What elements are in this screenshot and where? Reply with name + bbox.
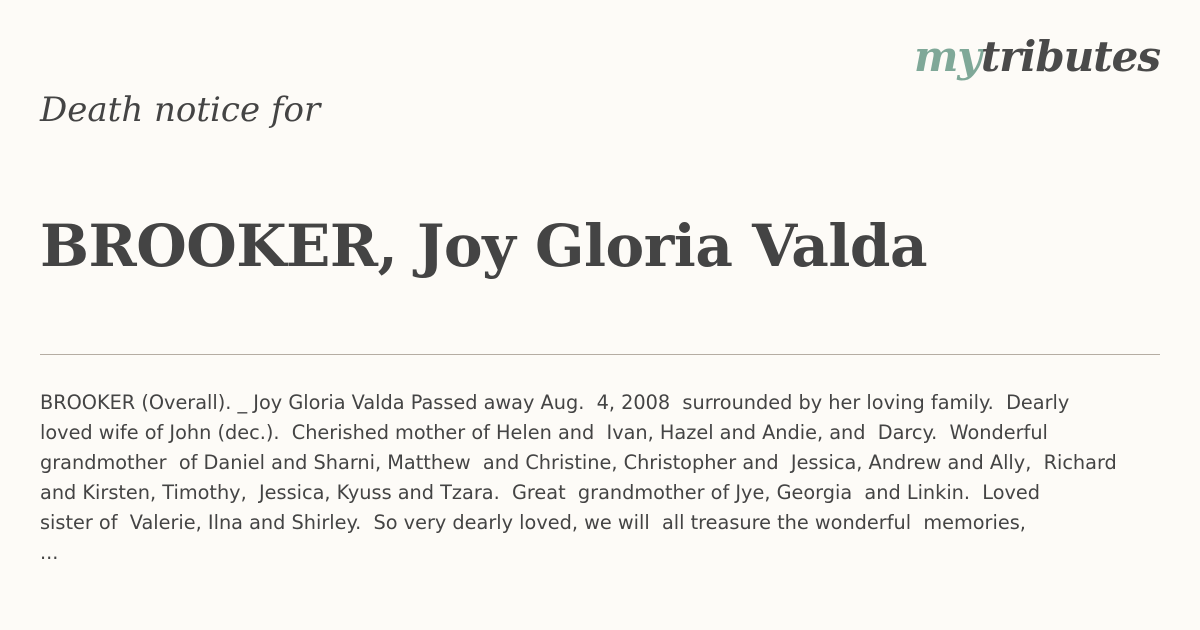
notice-type-label: Death notice for [40,90,321,130]
notice-body-line: and Kirsten, Timothy, Jessica, Kyuss and Tzara. Great grandmother of Jye, Georgia and Linkin. Loved [40,481,1040,504]
logo-my-text: my [913,32,981,81]
deceased-name-heading: BROOKER, Joy Gloria Valda [40,212,928,280]
notice-body-line: BROOKER (Overall). _ Joy Gloria Valda Passed away Aug. 4, 2008 surrounded by her loving family. Dearly [40,391,1070,414]
section-divider [40,354,1160,355]
notice-body-line: sister of Valerie, Ilna and Shirley. So very dearly loved, we will all treasure the wonderful memories, [40,511,1026,534]
notice-body-line: grandmother of Daniel and Sharni, Matthew and Christine, Christopher and Jessica, Andrew and Ally, Richard [40,451,1117,474]
notice-body-ellipsis: ... [40,541,59,564]
mytributes-logo[interactable] [913,32,1160,81]
notice-body-line: loved wife of John (dec.). Cherished mother of Helen and Ivan, Hazel and Andie, and Darcy. Wonderful [40,421,1048,444]
logo-tributes-text: tributes [980,32,1160,81]
notice-body-text [40,388,1160,568]
